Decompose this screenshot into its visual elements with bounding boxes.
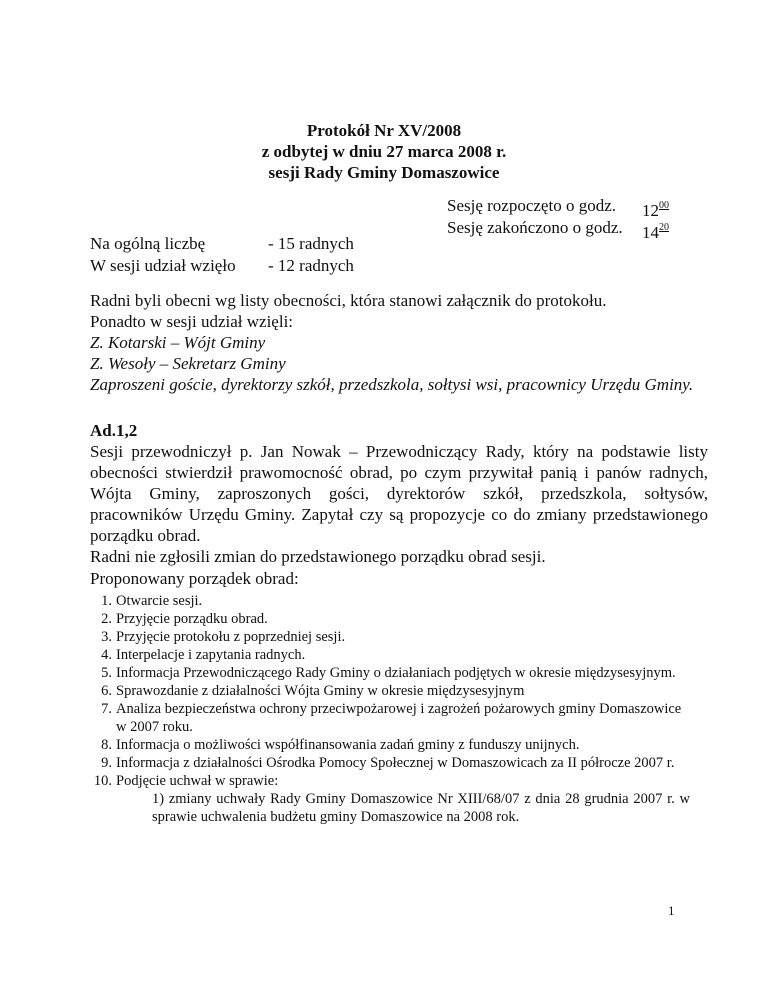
guests-other: Zaproszeni goście, dyrektorzy szkół, przedszkola, sołtysi wsi, pracownicy Urzędu Gminy. <box>90 375 694 394</box>
ad-section <box>90 420 708 567</box>
agenda-item: 7. Analiza bezpieczeństwa ochrony przeciwpożarowej i zagrożeń pożarowych gminy Domaszowice w 2007 roku. <box>101 701 682 735</box>
intro-section <box>90 290 710 395</box>
agenda-heading: Proponowany porządek obrad: <box>90 569 299 588</box>
protocol-number: Protokół Nr XV/2008 <box>306 121 462 140</box>
ad-body: Sesji przewodniczył p. Jan Nowak – Przewodniczący Rady, który na podstawie listy obecności stwierdził prawomocność obrad, po czym przywitał panią i panów radnych, Wójta Gminy, zaproszonych gości, dyrektorów szkół, przedszkola, sołtysów, pracowników Urzędu Gminy. Zapytał czy są propozycje co do zmiany przedstawionego porządku obrad. <box>90 442 708 545</box>
session-end <box>447 217 669 242</box>
agenda-list <box>90 592 690 826</box>
agenda-item: 10. Podjęcie uchwał w sprawie: 1) zmiany uchwały Rady Gminy Domaszowice Nr XIII/68/07 z dnia 28 grudnia 2007 r. w sprawie uchwalenia budżetu gminy Domaszowice na 2008 rok. <box>93 773 690 825</box>
ad-title: Ad.1,2 <box>90 421 138 440</box>
agenda-item: 8. Informacja o możliwości współfinansowania zadań gminy z funduszy unijnych. <box>101 737 580 753</box>
protocol-date: z odbytej w dniu 27 marca 2008 r. <box>261 142 507 161</box>
page-number: 1 <box>668 903 675 918</box>
document-header <box>0 120 768 183</box>
session-end-time: $14^{20}$ <box>642 222 669 242</box>
agenda-item: 6. Sprawozdanie z działalności Wójta Gminy w okresie międzysesyjnym <box>101 683 525 699</box>
guest-wojt: Z. Kotarski – Wójt Gminy <box>90 333 266 352</box>
protocol-session: sesji Rady Gminy Domaszowice <box>268 163 500 182</box>
attendance-note: Radni byli obecni wg listy obecności, która stanowi załącznik do protokołu. <box>90 291 607 310</box>
session-start-label: Sesję rozpoczęto o godz. <box>447 196 616 215</box>
agenda-item: 9. Informacja z działalności Ośrodka Pomocy Społecznej w Domaszowicach za II półrocze 2007 r. <box>101 755 675 771</box>
agenda-item: 4. Interpelacje i zapytania radnych. <box>101 647 306 663</box>
guests-intro: Ponadto w sesji udział wzięli: <box>90 312 294 331</box>
attendance <box>90 233 354 277</box>
attendance-total: Na ogólną liczbę - 15 radnych <box>90 234 354 253</box>
agenda-subitem: 1) zmiany uchwały Rady Gminy Domaszowice Nr XIII/68/07 z dnia 28 grudnia 2007 r. w sprawie uchwalenia budżetu gminy Domaszowice na 2008 rok. <box>152 791 690 825</box>
agenda-item: 1. Otwarcie sesji. <box>101 593 203 609</box>
guest-secretary: Z. Wesoły – Sekretarz Gminy <box>90 354 286 373</box>
session-start-time: $12^{00}$ <box>642 200 669 220</box>
session-times <box>447 195 669 242</box>
agenda-item: 5. Informacja Przewodniczącego Rady Gminy o działaniach podjętych w okresie międzysesyjnym. <box>101 665 676 681</box>
ad-note: Radni nie zgłosili zmian do przedstawionego porządku obrad sesji. <box>90 547 546 566</box>
agenda-item: 3. Przyjęcie protokołu z poprzedniej sesji. <box>101 629 346 645</box>
agenda-item: 2. Przyjęcie porządku obrad. <box>101 611 268 627</box>
agenda <box>90 568 690 826</box>
session-end-label: Sesję zakończono o godz. <box>447 218 623 237</box>
session-start <box>447 195 669 220</box>
attendance-present: W sesji udział wzięło - 12 radnych <box>90 256 354 275</box>
